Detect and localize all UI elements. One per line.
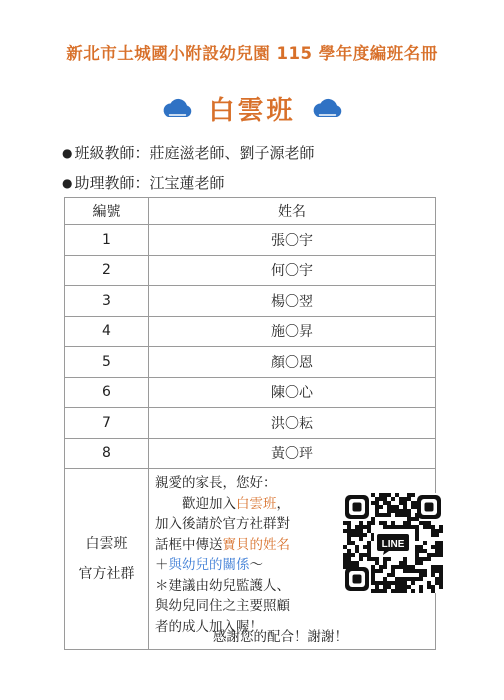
table-row [65, 347, 436, 378]
table-row [65, 408, 436, 439]
table-row [65, 286, 436, 317]
cloud-icon [160, 97, 194, 119]
group-class-name: 白雲班 [85, 536, 128, 552]
thanks-text: 感謝您的配合！謝謝！ [213, 629, 348, 645]
roster-table [64, 197, 436, 650]
official-group-label [65, 469, 149, 650]
table-row [65, 255, 436, 286]
message-line-7: 與幼兒同住之主要照顧 [155, 598, 290, 614]
bullet-icon: ● [62, 146, 73, 160]
message-highlight-name: 寶貝的姓名 [222, 536, 290, 553]
message-line-5 [155, 555, 331, 576]
qr-code-icon [343, 493, 443, 593]
message-greeting: 親愛的家長，您好： [155, 475, 277, 491]
class-name-row [0, 88, 504, 128]
table-row [65, 438, 436, 469]
group-message-cell [149, 469, 436, 650]
group-title: 官方社群 [78, 566, 135, 582]
assistant-teacher-text: 助理教師：江宝蓮老師 [74, 174, 225, 192]
column-header-number: 編號 [65, 198, 149, 225]
student-name: 楊〇翌 [149, 286, 436, 317]
message-text: 歡迎加入 [155, 495, 236, 512]
student-name: 張〇宇 [149, 225, 436, 256]
parent-message [155, 473, 331, 637]
student-number: 5 [65, 347, 149, 378]
student-number: 6 [65, 377, 149, 408]
page-title: 新北市土城國小附設幼兒園 115 學年度編班名冊 [66, 44, 438, 63]
message-line-4 [155, 535, 331, 556]
table-row [65, 316, 436, 347]
student-number: 3 [65, 286, 149, 317]
message-text: ， [276, 495, 290, 512]
class-teachers-text: 班級教師：莊庭滋老師、劉子源老師 [74, 144, 315, 162]
student-name: 何〇宇 [149, 255, 436, 286]
student-number: 7 [65, 408, 149, 439]
column-header-name: 姓名 [149, 198, 436, 225]
table-row [65, 225, 436, 256]
student-name: 施〇昇 [149, 316, 436, 347]
student-name: 顏〇恩 [149, 347, 436, 378]
cloud-icon [310, 97, 344, 119]
student-name: 黃〇玶 [149, 438, 436, 469]
class-name: 白雲班 [208, 95, 296, 126]
student-name: 洪〇耘 [149, 408, 436, 439]
message-line-3: 加入後請於官方社群對 [155, 516, 290, 532]
message-text: ～ [249, 557, 263, 573]
qr-line-label: LINE [381, 539, 405, 550]
message-highlight-relation: 與幼兒的關係 [168, 557, 250, 573]
line-qr-code[interactable] [343, 493, 443, 593]
message-highlight-class: 白雲班 [236, 495, 277, 512]
table-header-row [65, 198, 436, 225]
bullet-icon: ● [62, 176, 73, 190]
message-line-6: ＊建議由幼兒監護人、 [155, 577, 290, 594]
student-name: 陳〇心 [149, 377, 436, 408]
message-line-8: 者的成人加入喔！ [155, 618, 263, 635]
student-number: 1 [65, 225, 149, 256]
table-row [65, 377, 436, 408]
student-number: 2 [65, 255, 149, 286]
class-teachers-line [62, 142, 315, 163]
message-text: ＋ [155, 557, 169, 573]
student-number: 4 [65, 316, 149, 347]
group-row [65, 469, 436, 650]
message-line-2 [155, 494, 331, 515]
assistant-teacher-line [62, 172, 225, 193]
student-number: 8 [65, 438, 149, 469]
message-text: 話框中傳送 [155, 536, 223, 553]
